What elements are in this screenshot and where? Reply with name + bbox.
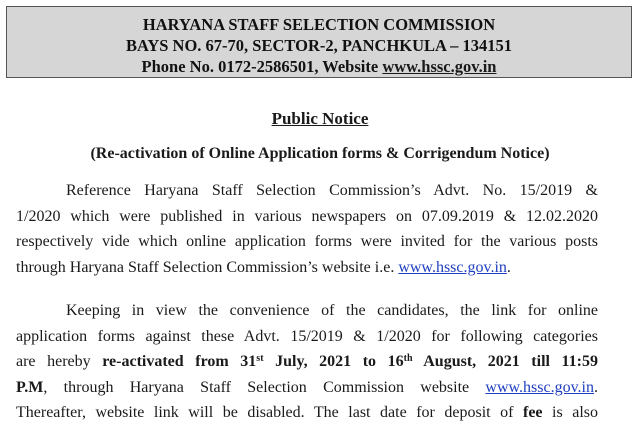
line-text: Thereafter, website link will be disabled. The last date for deposit of [16, 404, 523, 421]
date-text: July, 2021 to 16 [263, 353, 404, 370]
date-text: August, 2021 till 11:59 [412, 353, 598, 370]
paragraph-line: respectively vide which online application forms were invited for the various posts [16, 233, 598, 250]
paragraph-reference [16, 178, 598, 280]
website-link[interactable]: www.hssc.gov.in [485, 378, 594, 396]
notice-title: Public Notice [271, 109, 369, 128]
header-website-link[interactable]: www.hssc.gov.in [382, 57, 497, 76]
ordinal-suffix: th [403, 353, 413, 364]
time-text: P.M [16, 378, 44, 396]
fee-text: fee [522, 404, 543, 421]
letterhead-box [6, 6, 632, 78]
paragraph-line: Keeping in view the convenience of the candidates, the link for online [66, 302, 598, 319]
line-text: . [594, 378, 598, 396]
line-text: are hereby [16, 353, 103, 370]
line-text: is also [542, 404, 599, 421]
line-text: through Haryana Staff Selection Commission’s website i.e. [16, 258, 399, 276]
phone-text: Phone No. 0172-2586501, Website [141, 57, 383, 76]
website-link[interactable]: www.hssc.gov.in [398, 258, 507, 276]
org-address: BAYS NO. 67-70, SECTOR-2, PANCHKULA – 134151 [125, 36, 513, 55]
contact-line [7, 56, 631, 77]
ordinal-suffix: st [256, 353, 264, 364]
paragraph-line [16, 255, 598, 281]
paragraph-line [16, 349, 598, 375]
reactivation-dates [102, 353, 598, 370]
line-text: , through Haryana Staff Selection Commission website [43, 378, 486, 396]
line-text: . [506, 258, 511, 276]
paragraph-line: application forms against these Advt. 15/2019 & 1/2020 for following categories [16, 327, 598, 345]
paragraph-line [16, 400, 598, 426]
paragraph-line: 1/2020 which were published in various newspapers on 07.09.2019 & 12.02.2020 [16, 207, 598, 225]
paragraph-line: Reference Haryana Staff Selection Commission’s Advt. No. 15/2019 & [66, 182, 598, 199]
paragraph-line [16, 375, 598, 401]
notice-subtitle: (Re-activation of Online Application forms & Corrigendum Notice) [90, 145, 550, 162]
org-name: HARYANA STAFF SELECTION COMMISSION [142, 15, 496, 34]
paragraph-reactivation [16, 298, 598, 426]
date-text: re-activated from 31 [102, 353, 257, 370]
